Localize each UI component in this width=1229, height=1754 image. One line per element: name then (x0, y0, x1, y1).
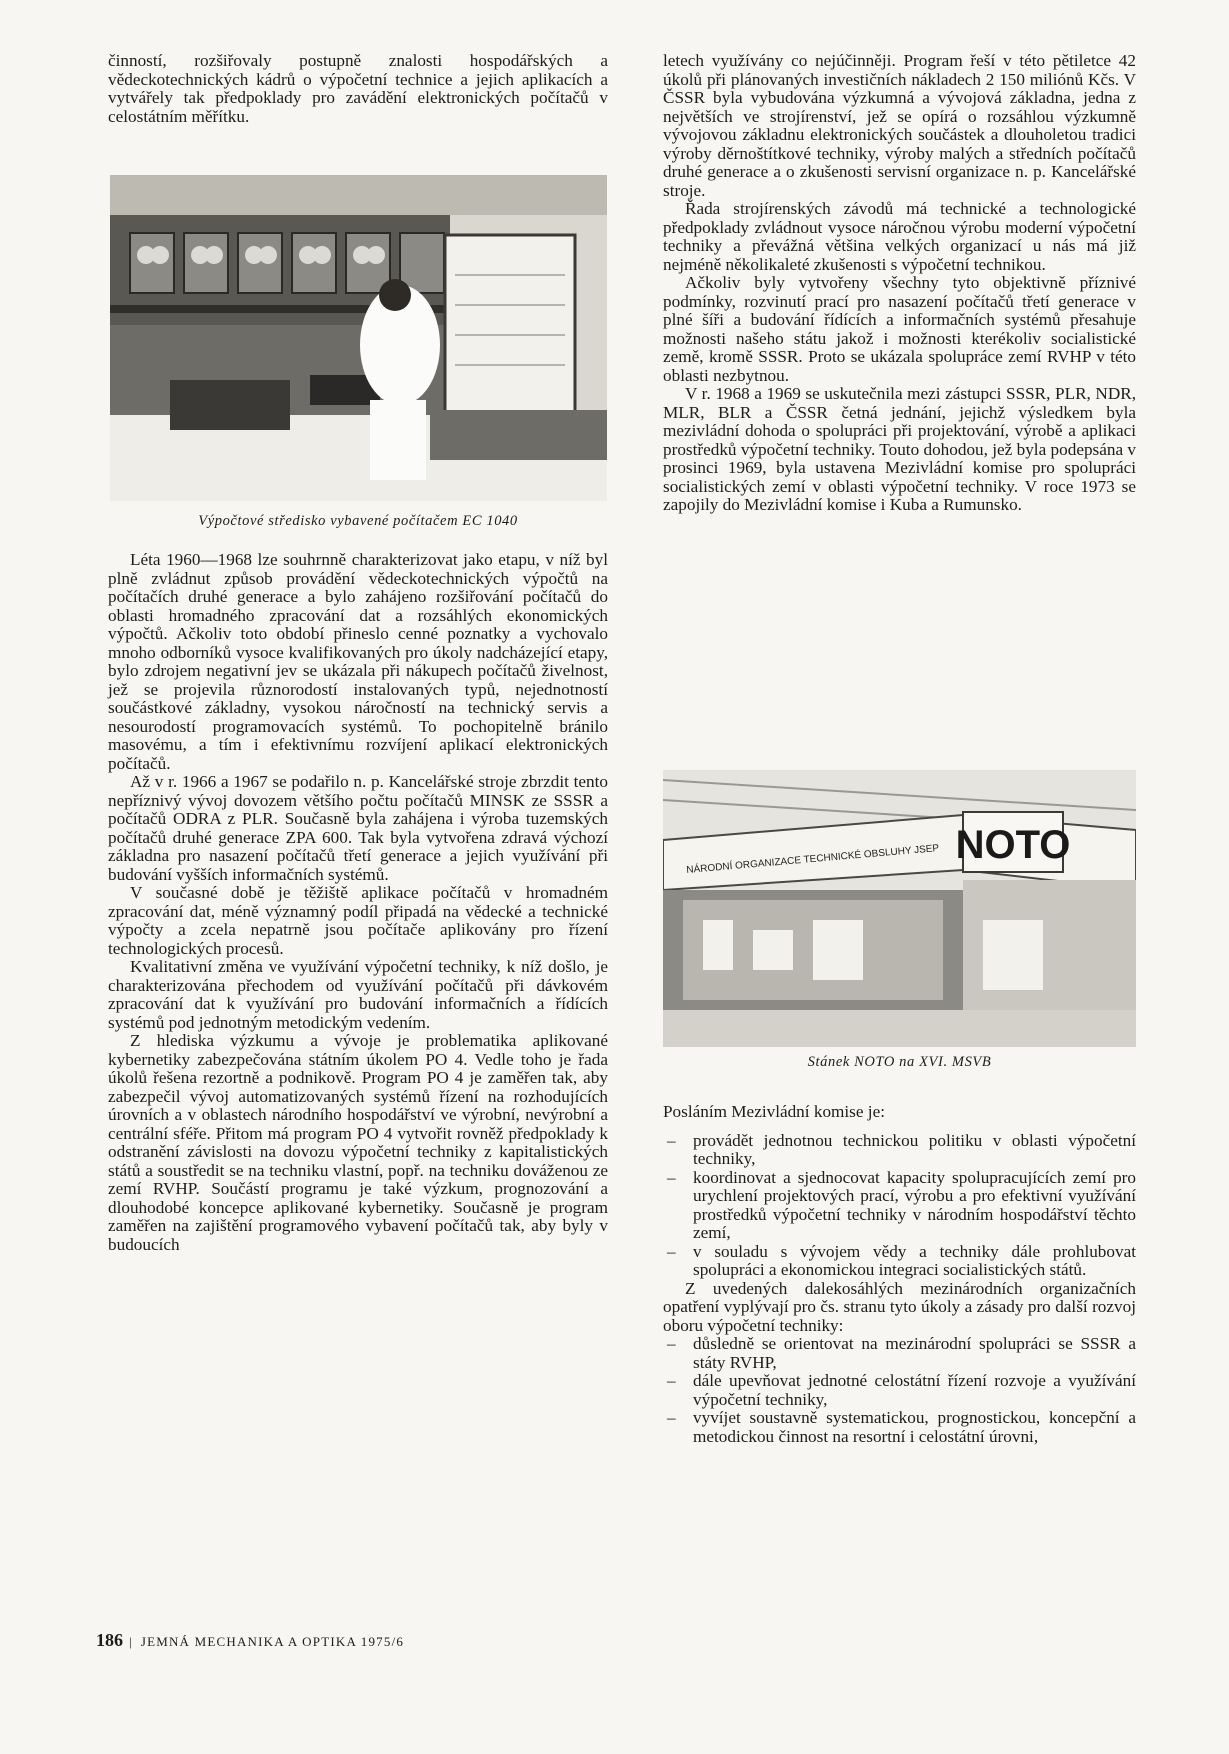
page-number: 186 (96, 1630, 123, 1650)
right-body (663, 52, 1136, 515)
paragraph: Z hlediska výzkumu a vývoje je problematika aplikované kybernetiky zabezpečována státním úkolem PO 4. Vedle toho je řada úkolů řešena rezortně a podnikově. Program PO 4 je zaměřen tak, aby zabezpečil vývoj automatizovaných systémů řízení na rozhodujících úrovních a v oblastech národního hospodářství ve výrobní, nevýrobní a centrální sféře. Přitom má program PO 4 vytvořit rovněž předpoklady k odstranění závislosti na dovozu výpočetní techniky z kapitalistických států a soustředit se na techniku vlastní, popř. na techniku dováženou ze zemí RVHP. Součástí programu je také výzkum, prognozování a dlouhodobé koncepce aplikované kybernetiky. Současně je program zaměřen na zajištění programového vybavení počítačů tak, aby byly v budoucích (108, 1031, 608, 1254)
paragraph: V současné době je těžiště aplikace počítačů v hromadném zpracování dat, méně významný podíl připadá na vědecké a technické výpočty a zcela nepatrně jsou počítače aplikovány pro řízení technologických procesů. (108, 883, 608, 958)
left-body (108, 551, 608, 1254)
noto-stand-photo (663, 770, 1136, 1047)
mission-list (663, 1132, 1136, 1280)
page-footer (96, 1630, 404, 1651)
journal-name: JEMNÁ MECHANIKA A OPTIKA 1975/6 (140, 1634, 405, 1649)
paragraph: Řada strojírenských závodů má technické a technologické předpoklady zvládnout vysoce náročnou výrobu moderní výpočetní techniky a převážná většina velkých organizací u nás má již nejméně několikaleté zkušenosti s výpočetní technikou. (663, 199, 1136, 274)
noto-stand-illustration (663, 770, 1136, 1047)
mission-section (663, 1103, 1136, 1446)
paragraph: Léta 1960—1968 lze souhrnně charakterizovat jako etapu, v níž byl plně zvládnut způsob provádění vědeckotechnických výpočtů na počítačích druhé generace a bylo zahájeno rozšiřování počítačů do oblasti hromadného zpracování dat a rozsáhlých ekonomických výpočtů. Ačkoliv toto období přineslo cenné poznatky a vychovalo mnoho odborníků vysoce kvalifikovaných pro úkoly nadcházející etapy, bylo zdrojem negativní jev se ukázala při nákupech počítačů živelnost, jež se projevila různorodostí instalovaných typů, nejednotností součástkové základny, vysokou náročností na technický servis a nesourodostí programovacích systémů. To pochopitelně bránilo masovému, a tím i efektivnímu rozvíjení aplikací elektronických počítačů. (108, 550, 608, 773)
paragraph: V r. 1968 a 1969 se uskutečnila mezi zástupci SSSR, PLR, NDR, MLR, BLR a ČSSR četná jednání, jejichž výsledkem byla mezivládní dohoda o spolupráci při projektování, výrobě a aplikaci prostředků výpočetní techniky. Touto dohodou, jež byla podepsána v prosinci 1969, byla ustavena Mezivládní komise pro spolupráci socialistických zemí v oblasti výpočetní techniky. V roce 1973 se zapojily do Mezivládní komise i Kuba a Rumunsko. (663, 384, 1136, 514)
tasks-intro: Z uvedených dalekosáhlých mezinárodních organizačních opatření vyplývají pro čs. stranu tyto úkoly a zásady pro další rozvoj oboru výpočetní techniky: (663, 1278, 1136, 1335)
noto-sign: NOTO (955, 823, 1071, 867)
paragraph: Ačkoliv byly vytvořeny všechny tyto objektivně příznivé podmínky, rozvinutí prací pro nasazení počítačů třetí generace v plné šíři a budování řídících a informačních systémů přesahuje možnosti našeho státu jakož i možnosti kterékoliv socialistické země, kromě SSSR. Proto se ukázala spolupráce zemí RVHP v této oblasti nezbytnou. (663, 273, 1136, 385)
list-item: – koordinovat a sjednocovat kapacity spolupracujících zemí pro urychlení projektových prací, výrobu a pro efektivní využívání prostředků výpočetní techniky v národním hospodářství těchto zemí, (663, 1169, 1136, 1243)
list-item: – vyvíjet soustavně systematickou, prognostickou, koncepční a metodickou činnost na resortní i celostátní úrovni, (663, 1409, 1136, 1446)
computer-center-illustration (110, 175, 607, 501)
intro-paragraph: činností, rozšiřovaly postupně znalosti hospodářských a vědeckotechnických kádrů o výpočetní technice a jejich aplikacích a vytvářely tak předpoklady pro zavádění elektronických počítačů v celostátním měřítku. (108, 51, 608, 126)
list-item: – dále upevňovat jednotné celostátní řízení rozvoje a využívání výpočetní techniky, (663, 1372, 1136, 1409)
figure-caption-left: Výpočtové středisko vybavené počítačem EC 1040 (198, 513, 518, 529)
paragraph: Až v r. 1966 a 1967 se podařilo n. p. Kancelářské stroje zbrzdit tento nepříznivý vývoj dovozem většího počtu počítačů MINSK ze SSSR a počítačů ODRA z PLR. Současně byla zahájena i výroba tuzemských počítačů druhé generace ZPA 600. Tak byla vytvořena zdravá výchozí základna pro nasazení počítačů třetí generace a jejich využívání při budování vyšších informačních systémů. (108, 772, 608, 884)
figure-caption-right: Stánek NOTO na XVI. MSVB (807, 1054, 992, 1070)
list-item: – v souladu s vývojem vědy a techniky dále prohlubovat spolupráci a ekonomickou integraci socialistických států. (663, 1243, 1136, 1280)
tasks-list (663, 1335, 1136, 1446)
computer-center-photo (110, 175, 607, 501)
paragraph: Kvalitativní změna ve využívání výpočetní techniky, k níž došlo, je charakterizována přechodem od využívání počítačů při dávkovém zpracování dat k využívání pro budování informačních a řídících systémů pod jednotným metodickým vedením. (108, 957, 608, 1032)
list-item: – provádět jednotnou technickou politiku v oblasti výpočetní techniky, (663, 1132, 1136, 1169)
list-item: – důsledně se orientovat na mezinárodní spolupráci se SSSR a státy RVHP, (663, 1335, 1136, 1372)
footer-separator: | (129, 1634, 133, 1649)
paragraph: letech využívány co nejúčinněji. Program řeší v této pětiletce 42 úkolů při plánovaných investičních nákladech 2 150 miliónů Kčs. V ČSSR byla vybudována výzkumná a vývojová základna, jedna z největších ve strojírenství, jež se opírá o rozsáhlou výzkumně vývojovou základnu elektronických součástek a dlouholetou tradici výroby děrnoštítkové techniky, výroby malých a středních počítačů druhé generace a o zkušenosti servisní organizace n. p. Kancelářské stroje. (663, 51, 1136, 200)
stand-banner: NÁRODNÍ ORGANIZACE TECHNICKÉ OBSLUHY JSEP (685, 842, 940, 877)
mission-heading: Posláním Mezivládní komise je: (663, 1102, 885, 1121)
